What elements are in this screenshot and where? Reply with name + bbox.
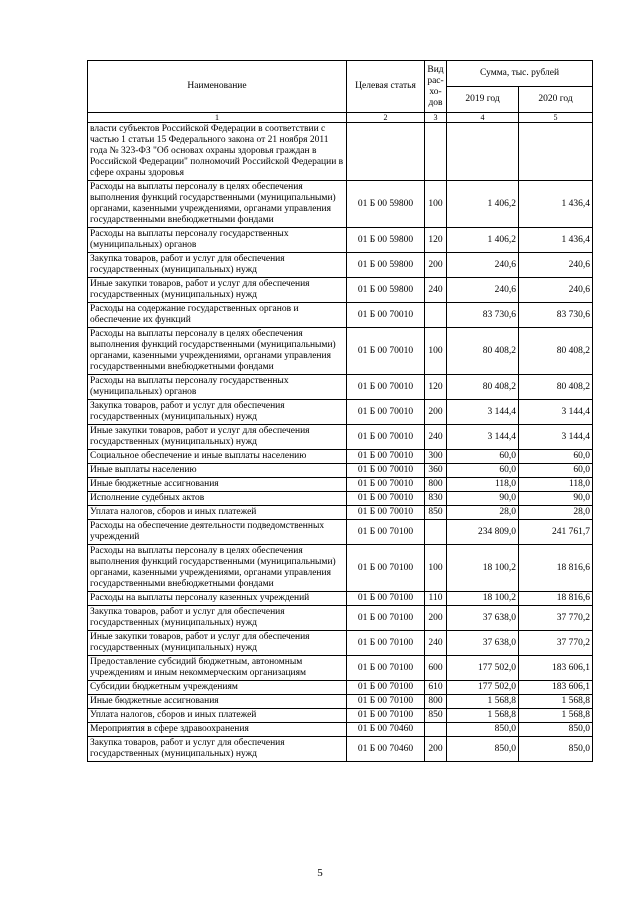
row-sum-2020: 118,0 (519, 478, 593, 492)
row-sum-2019: 1 568,8 (447, 709, 519, 723)
header-expense-type-line: рас- (427, 75, 444, 86)
row-sum-2019: 80 408,2 (447, 375, 519, 400)
row-target-article: 01 Б 00 70010 (347, 478, 425, 492)
row-sum-2019: 118,0 (447, 478, 519, 492)
row-sum-2020: 183 606,1 (519, 656, 593, 681)
row-name: Субсидии бюджетным учреждениям (88, 681, 347, 695)
table-row (88, 181, 593, 228)
row-expense-type: 830 (425, 492, 447, 506)
row-sum-2019: 80 408,2 (447, 328, 519, 375)
row-target-article: 01 Б 00 70100 (347, 606, 425, 631)
row-name: Расходы на выплаты персоналу государственных (муниципальных) органов (88, 375, 347, 400)
row-expense-type: 800 (425, 478, 447, 492)
table-body (88, 123, 593, 762)
table-row (88, 478, 593, 492)
column-number: 3 (425, 113, 447, 123)
header-expense-type (425, 61, 447, 113)
header-year-2019: 2019 год (447, 87, 519, 113)
row-sum-2020: 240,6 (519, 278, 593, 303)
row-sum-2020: 37 770,2 (519, 606, 593, 631)
table-row (88, 695, 593, 709)
row-sum-2020: 3 144,4 (519, 400, 593, 425)
row-sum-2020: 37 770,2 (519, 631, 593, 656)
row-expense-type: 100 (425, 545, 447, 592)
row-sum-2020: 18 816,6 (519, 592, 593, 606)
row-sum-2020: 28,0 (519, 506, 593, 520)
row-target-article: 01 Б 00 70100 (347, 592, 425, 606)
row-expense-type: 110 (425, 592, 447, 606)
row-sum-2019: 177 502,0 (447, 681, 519, 695)
row-sum-2019: 177 502,0 (447, 656, 519, 681)
row-sum-2020: 850,0 (519, 723, 593, 737)
row-expense-type: 200 (425, 400, 447, 425)
row-sum-2019: 28,0 (447, 506, 519, 520)
column-number: 1 (88, 113, 347, 123)
row-name: Иные выплаты населению (88, 464, 347, 478)
row-sum-2020: 90,0 (519, 492, 593, 506)
row-name: Закупка товаров, работ и услуг для обеспечения государственных (муниципальных) нужд (88, 400, 347, 425)
row-target-article: 01 Б 00 70100 (347, 656, 425, 681)
row-name: Расходы на выплаты персоналу в целях обеспечения выполнения функций государственными (муниципальными) органами, казенными учреждениями, органами управления государственными внебюджетными фондами (88, 181, 347, 228)
row-expense-type: 120 (425, 228, 447, 253)
table-row (88, 592, 593, 606)
row-target-article: 01 Б 00 59800 (347, 278, 425, 303)
table-row (88, 606, 593, 631)
row-sum-2019: 37 638,0 (447, 631, 519, 656)
row-sum-2020: 60,0 (519, 464, 593, 478)
table-row (88, 375, 593, 400)
row-sum-2020: 240,6 (519, 253, 593, 278)
table-row (88, 278, 593, 303)
row-target-article: 01 Б 00 59800 (347, 228, 425, 253)
row-sum-2019: 850,0 (447, 737, 519, 762)
row-expense-type: 600 (425, 656, 447, 681)
row-expense-type: 100 (425, 181, 447, 228)
row-sum-2019: 850,0 (447, 723, 519, 737)
row-sum-2019: 3 144,4 (447, 400, 519, 425)
row-expense-type: 200 (425, 253, 447, 278)
row-sum-2019: 60,0 (447, 450, 519, 464)
row-expense-type: 800 (425, 695, 447, 709)
row-expense-type: 300 (425, 450, 447, 464)
row-sum-2020: 850,0 (519, 737, 593, 762)
header-name: Наименование (88, 61, 347, 113)
page-number: 5 (317, 867, 323, 879)
table-row (88, 328, 593, 375)
row-target-article (347, 123, 425, 181)
table-row (88, 656, 593, 681)
row-sum-2019: 240,6 (447, 278, 519, 303)
row-target-article: 01 Б 00 70460 (347, 737, 425, 762)
table-row (88, 464, 593, 478)
table-row (88, 123, 593, 181)
row-target-article: 01 Б 00 70100 (347, 631, 425, 656)
row-target-article: 01 Б 00 70010 (347, 450, 425, 464)
row-expense-type (425, 303, 447, 328)
table-row (88, 303, 593, 328)
row-name: Уплата налогов, сборов и иных платежей (88, 506, 347, 520)
row-sum-2020: 183 606,1 (519, 681, 593, 695)
table-row (88, 506, 593, 520)
row-sum-2019: 3 144,4 (447, 425, 519, 450)
table-row (88, 520, 593, 545)
row-expense-type: 200 (425, 606, 447, 631)
row-expense-type: 240 (425, 631, 447, 656)
row-target-article: 01 Б 00 70460 (347, 723, 425, 737)
row-sum-2020: 60,0 (519, 450, 593, 464)
header-sum: Сумма, тыс. рублей (447, 61, 593, 87)
row-expense-type: 610 (425, 681, 447, 695)
row-target-article: 01 Б 00 70010 (347, 464, 425, 478)
row-sum-2019: 1 568,8 (447, 695, 519, 709)
budget-table (87, 60, 593, 762)
table-row (88, 492, 593, 506)
table-row (88, 400, 593, 425)
row-target-article: 01 Б 00 70100 (347, 681, 425, 695)
row-sum-2019: 1 406,2 (447, 181, 519, 228)
table-row (88, 681, 593, 695)
row-target-article: 01 Б 00 70100 (347, 545, 425, 592)
row-target-article: 01 Б 00 59800 (347, 181, 425, 228)
table-row (88, 723, 593, 737)
row-target-article: 01 Б 00 70010 (347, 400, 425, 425)
row-target-article: 01 Б 00 70100 (347, 520, 425, 545)
row-name: Иные бюджетные ассигнования (88, 478, 347, 492)
row-name: Закупка товаров, работ и услуг для обеспечения государственных (муниципальных) нужд (88, 606, 347, 631)
table-row (88, 631, 593, 656)
row-target-article: 01 Б 00 70010 (347, 492, 425, 506)
row-name: Расходы на обеспечение деятельности подведомственных учреждений (88, 520, 347, 545)
table-row (88, 737, 593, 762)
row-sum-2020: 3 144,4 (519, 425, 593, 450)
row-sum-2020: 241 761,7 (519, 520, 593, 545)
row-sum-2019: 1 406,2 (447, 228, 519, 253)
column-number: 5 (519, 113, 593, 123)
row-name: Иные закупки товаров, работ и услуг для обеспечения государственных (муниципальных) нужд (88, 278, 347, 303)
row-name: Закупка товаров, работ и услуг для обеспечения государственных (муниципальных) нужд (88, 253, 347, 278)
row-name: Иные закупки товаров, работ и услуг для обеспечения государственных (муниципальных) нужд (88, 631, 347, 656)
row-target-article: 01 Б 00 59800 (347, 253, 425, 278)
table-row (88, 425, 593, 450)
table-row (88, 228, 593, 253)
row-name: Расходы на выплаты персоналу в целях обеспечения выполнения функций государственными (муниципальными) органами, казенными учреждениями, органами управления государственными внебюджетными фондами (88, 545, 347, 592)
row-sum-2020: 1 568,8 (519, 695, 593, 709)
row-target-article: 01 Б 00 70100 (347, 709, 425, 723)
table-row (88, 545, 593, 592)
row-target-article: 01 Б 00 70010 (347, 375, 425, 400)
row-expense-type: 120 (425, 375, 447, 400)
row-sum-2020: 80 408,2 (519, 328, 593, 375)
header-target-article: Целевая статья (347, 61, 425, 113)
row-sum-2019: 37 638,0 (447, 606, 519, 631)
row-name: Мероприятия в сфере здравоохранения (88, 723, 347, 737)
row-name: власти субъектов Российской Федерации в соответствии с частью 1 статьи 15 Федерального закона от 21 ноября 2011 года № 323-ФЗ "Об основах охраны здоровья граждан в Российской Федерации" полномочий Российской Федерации в сфере охраны здоровья (88, 123, 347, 181)
row-expense-type: 100 (425, 328, 447, 375)
row-sum-2019: 234 809,0 (447, 520, 519, 545)
row-name: Иные закупки товаров, работ и услуг для обеспечения государственных (муниципальных) нужд (88, 425, 347, 450)
row-sum-2019: 90,0 (447, 492, 519, 506)
row-sum-2020: 1 568,8 (519, 709, 593, 723)
row-sum-2019: 60,0 (447, 464, 519, 478)
row-target-article: 01 Б 00 70010 (347, 328, 425, 375)
row-expense-type: 240 (425, 425, 447, 450)
header-expense-type-line: хо- (429, 86, 442, 97)
table-row (88, 709, 593, 723)
row-expense-type: 850 (425, 709, 447, 723)
row-expense-type (425, 520, 447, 545)
row-name: Закупка товаров, работ и услуг для обеспечения государственных (муниципальных) нужд (88, 737, 347, 762)
header-year-2020: 2020 год (519, 87, 593, 113)
row-expense-type (425, 123, 447, 181)
row-sum-2019: 18 100,2 (447, 592, 519, 606)
row-name: Исполнение судебных актов (88, 492, 347, 506)
row-expense-type: 360 (425, 464, 447, 478)
row-sum-2020 (519, 123, 593, 181)
row-sum-2019: 18 100,2 (447, 545, 519, 592)
header-expense-type-line: Вид (427, 64, 444, 75)
row-expense-type: 200 (425, 737, 447, 762)
row-target-article: 01 Б 00 70010 (347, 303, 425, 328)
row-expense-type (425, 723, 447, 737)
row-target-article: 01 Б 00 70010 (347, 506, 425, 520)
row-sum-2020: 83 730,6 (519, 303, 593, 328)
row-expense-type: 850 (425, 506, 447, 520)
row-name: Уплата налогов, сборов и иных платежей (88, 709, 347, 723)
row-sum-2020: 1 436,4 (519, 181, 593, 228)
row-sum-2019: 240,6 (447, 253, 519, 278)
column-number: 2 (347, 113, 425, 123)
row-name: Социальное обеспечение и иные выплаты населению (88, 450, 347, 464)
header-expense-type-line: дов (428, 97, 443, 108)
row-name: Расходы на содержание государственных органов и обеспечение их функций (88, 303, 347, 328)
row-sum-2020: 1 436,4 (519, 228, 593, 253)
row-name: Иные бюджетные ассигнования (88, 695, 347, 709)
row-sum-2020: 80 408,2 (519, 375, 593, 400)
row-name: Расходы на выплаты персоналу государственных (муниципальных) органов (88, 228, 347, 253)
row-name: Расходы на выплаты персоналу в целях обеспечения выполнения функций государственными (муниципальными) органами, казенными учреждениями, органами управления государственными внебюджетными фондами (88, 328, 347, 375)
row-target-article: 01 Б 00 70010 (347, 425, 425, 450)
row-name: Расходы на выплаты персоналу казенных учреждений (88, 592, 347, 606)
row-sum-2019 (447, 123, 519, 181)
row-target-article: 01 Б 00 70100 (347, 695, 425, 709)
table-row (88, 253, 593, 278)
row-name: Предоставление субсидий бюджетным, автономным учреждениям и иным некоммерческим организациям (88, 656, 347, 681)
row-sum-2019: 83 730,6 (447, 303, 519, 328)
row-sum-2020: 18 816,6 (519, 545, 593, 592)
column-number: 4 (447, 113, 519, 123)
row-expense-type: 240 (425, 278, 447, 303)
table-row (88, 450, 593, 464)
